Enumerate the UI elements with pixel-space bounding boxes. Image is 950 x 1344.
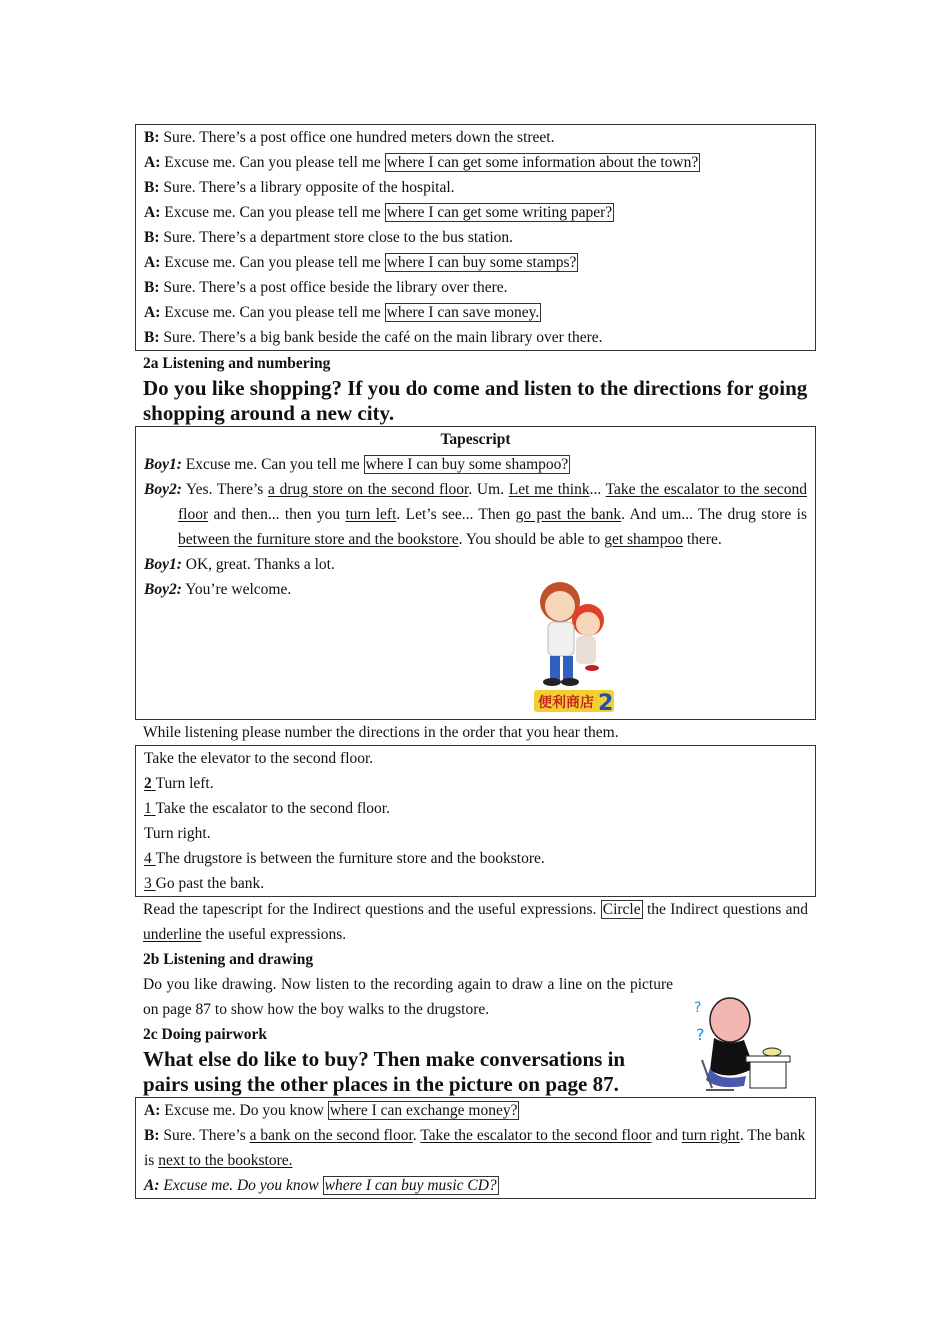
circled-question: where I can buy some stamps? bbox=[386, 254, 577, 271]
dialog-line bbox=[144, 300, 807, 325]
speaker: Boy1: bbox=[144, 556, 182, 573]
speaker: A: bbox=[144, 304, 161, 321]
circle-word: Circle bbox=[602, 901, 641, 918]
line-text: Sure. There’s a department store close to the bus station. bbox=[163, 229, 514, 246]
section-2a-prompt: Do you like shopping? If you do come and listen to the directions for going shopping around a new city. bbox=[143, 376, 808, 425]
cartoon-boys-illustration bbox=[530, 572, 618, 717]
direction-text: Go past the bank. bbox=[155, 875, 265, 892]
svg-text:便利商店: 便利商店 bbox=[538, 695, 594, 711]
speaker: Boy2: bbox=[144, 581, 182, 598]
section-2c-heading: 2c Doing pairwork bbox=[143, 1026, 267, 1043]
text: . Let’s see... Then bbox=[396, 506, 516, 523]
dialog-line bbox=[144, 150, 807, 175]
svg-text:?: ? bbox=[694, 1000, 702, 1016]
tapescript-title: Tapescript bbox=[440, 431, 511, 448]
dialog-paragraph bbox=[144, 1123, 807, 1173]
useful-expression: go past the bank bbox=[515, 506, 622, 523]
underline-word: underline bbox=[143, 926, 202, 943]
circled-question: where I can buy music CD? bbox=[324, 1177, 497, 1194]
svg-text:2: 2 bbox=[598, 691, 614, 716]
text: . You should be able to bbox=[458, 531, 605, 548]
line-text: Excuse me. Can you tell me bbox=[185, 456, 364, 473]
text: there. bbox=[682, 531, 722, 548]
tapescript-paragraph bbox=[144, 477, 807, 552]
direction-text: The drugstore is between the furniture store and the bookstore. bbox=[155, 850, 545, 867]
speaker: A: bbox=[144, 1177, 160, 1194]
text: . And um... The drug store is bbox=[621, 506, 807, 523]
order-number: 1 bbox=[144, 800, 152, 817]
text: and then... then you bbox=[208, 506, 346, 523]
tapescript-line bbox=[144, 577, 807, 602]
dialog-line bbox=[144, 1173, 807, 1198]
section-2c-prompt: What else do like to buy? Then make conversations in pairs using the other places in the picture on page 87. bbox=[143, 1047, 626, 1096]
circled-question: where I can buy some shampoo? bbox=[365, 456, 569, 473]
section-2b-heading: 2b Listening and drawing bbox=[143, 951, 314, 968]
circled-question: where I can get some information about the town? bbox=[386, 154, 699, 171]
useful-expression: turn left bbox=[345, 506, 397, 523]
dialog2-box bbox=[135, 1097, 816, 1199]
direction-text: Turn right. bbox=[144, 825, 211, 842]
speaker: A: bbox=[144, 204, 161, 221]
line-text: Excuse me. Can you please tell me bbox=[164, 154, 385, 171]
line-text: Excuse me. Can you please tell me bbox=[164, 204, 385, 221]
tapescript-box bbox=[135, 426, 816, 720]
dialog-line bbox=[144, 175, 807, 200]
useful-expression: Take the escalator to the second floor bbox=[420, 1127, 652, 1144]
speaker: B: bbox=[144, 329, 160, 346]
speaker: A: bbox=[144, 1102, 161, 1119]
order-number: 3 bbox=[144, 875, 152, 892]
speaker: B: bbox=[144, 1127, 160, 1144]
section-2a-heading: 2a Listening and numbering bbox=[143, 355, 331, 372]
direction-text: Turn left. bbox=[155, 775, 214, 792]
speaker: B: bbox=[144, 129, 160, 146]
line-text: You’re welcome. bbox=[185, 581, 292, 598]
speaker: Boy2: bbox=[144, 481, 182, 498]
svg-text:?: ? bbox=[696, 1025, 705, 1044]
line-text: Sure. There’s a post office one hundred meters down the street. bbox=[163, 129, 555, 146]
text: the useful expressions. bbox=[201, 926, 347, 943]
order-number: 2 bbox=[144, 775, 152, 792]
useful-expression: a drug store on the second floor bbox=[268, 481, 469, 498]
text: . Um. bbox=[468, 481, 509, 498]
line-text: Excuse me. Do you know bbox=[163, 1177, 323, 1194]
useful-expression: between the furniture store and the bookstore bbox=[178, 531, 459, 548]
direction-item bbox=[144, 846, 807, 871]
dialog-line bbox=[144, 200, 807, 225]
speaker: B: bbox=[144, 279, 160, 296]
useful-expression: Take the escalator to the second floor bbox=[178, 481, 808, 523]
line-text: Sure. There’s a library opposite of the hospital. bbox=[163, 179, 455, 196]
circled-question: where I can exchange money? bbox=[329, 1102, 518, 1119]
direction-item bbox=[144, 771, 807, 796]
dialog-line bbox=[144, 325, 807, 350]
text: Sure. There’s bbox=[163, 1127, 250, 1144]
text: . The bank is bbox=[144, 1127, 806, 1169]
tapescript-line bbox=[144, 452, 807, 477]
text: the Indirect questions and bbox=[642, 901, 808, 918]
speaker: A: bbox=[144, 154, 161, 171]
speaker: Boy1: bbox=[144, 456, 182, 473]
speaker: B: bbox=[144, 229, 160, 246]
speaker: A: bbox=[144, 254, 161, 271]
direction-item bbox=[144, 796, 807, 821]
reading-instruction bbox=[135, 897, 816, 947]
dialog-line bbox=[144, 125, 807, 150]
direction-text: Take the escalator to the second floor. bbox=[155, 800, 390, 817]
dialog-line bbox=[144, 1098, 807, 1123]
text: and bbox=[651, 1127, 682, 1144]
dialog-line bbox=[144, 250, 807, 275]
speaker: B: bbox=[144, 179, 160, 196]
line-text: OK, great. Thanks a lot. bbox=[185, 556, 335, 573]
direction-item bbox=[144, 821, 807, 846]
line-text: Excuse me. Can you please tell me bbox=[164, 254, 385, 271]
line-text: Sure. There’s a big bank beside the café on the main library over there. bbox=[163, 329, 603, 346]
line-text: Excuse me. Do you know bbox=[164, 1102, 328, 1119]
direction-item bbox=[144, 746, 807, 771]
tapescript-line bbox=[144, 552, 807, 577]
section-2b-text: Do you like drawing. Now listen to the recording again to draw a line on the picture on page 87 to show how the boy walks to the drugstore. bbox=[143, 976, 673, 1018]
text: Read the tapescript for the Indirect questions and the useful expressions. bbox=[143, 901, 601, 918]
direction-item bbox=[144, 871, 807, 896]
useful-expression: get shampoo bbox=[604, 531, 683, 548]
order-number: 4 bbox=[144, 850, 152, 867]
useful-expression: next to the bookstore. bbox=[158, 1152, 293, 1169]
useful-expression: Let me think bbox=[508, 481, 590, 498]
dialog1-box bbox=[135, 124, 816, 351]
dialog-line bbox=[144, 275, 807, 300]
useful-expression: turn right bbox=[681, 1127, 740, 1144]
text: . bbox=[412, 1127, 421, 1144]
line-text: Sure. There’s a post office beside the library over there. bbox=[163, 279, 508, 296]
confused-man-illustration bbox=[688, 990, 794, 1096]
line-text: Excuse me. Can you please tell me bbox=[164, 304, 385, 321]
text: ... bbox=[589, 481, 606, 498]
useful-expression: a bank on the second floor bbox=[249, 1127, 413, 1144]
direction-text: Take the elevator to the second floor. bbox=[144, 750, 374, 767]
circled-question: where I can save money. bbox=[386, 304, 540, 321]
text: Yes. There’s bbox=[186, 481, 269, 498]
circled-question: where I can get some writing paper? bbox=[386, 204, 613, 221]
numbering-box bbox=[135, 745, 816, 897]
numbering-instruction: While listening please number the directions in the order that you hear them. bbox=[143, 724, 619, 741]
dialog-line bbox=[144, 225, 807, 250]
